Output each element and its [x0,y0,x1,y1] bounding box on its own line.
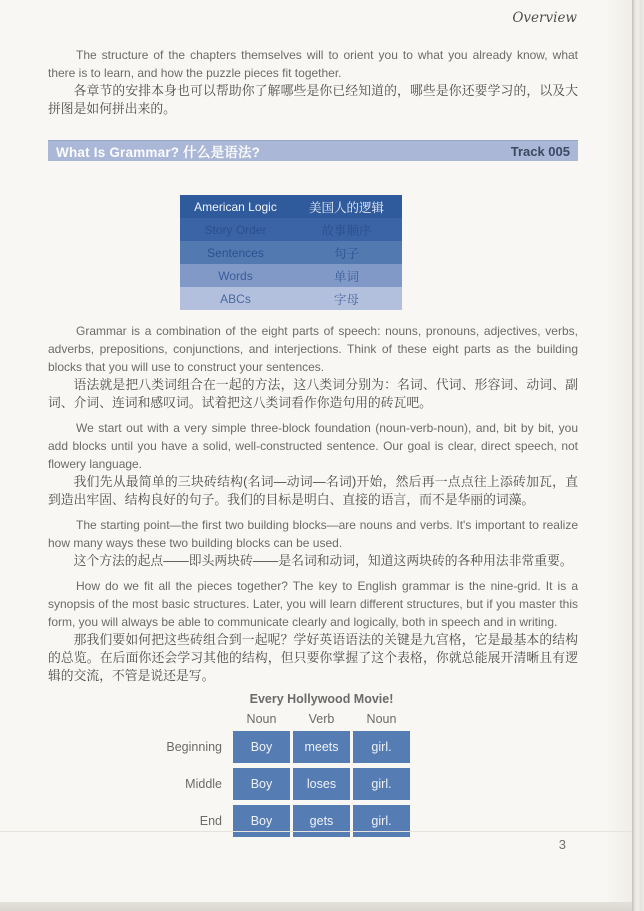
row-label: Middle [185,777,222,791]
grid-cell: Boy [233,805,290,837]
scan-edge-bottom [0,902,632,911]
table-row [180,241,402,264]
paragraph-cn: 语法就是把八类词组合在一起的方法，这八类词分别为：名词、代词、形容词、动词、副词、介词、连词和感叹词。试着把这八类词看作你造句用的砖瓦吧。 [48,377,578,410]
table-cell-en: American Logic [194,199,277,214]
grid-cell: girl. [353,768,410,800]
paragraph-en: We start out with a very simple three-block foundation (noun-verb-noun), and, bit by bit, you add blocks until you have a solid, well-constructed sentence. Our goal is clear, direct speech, not flowery language. [48,421,578,471]
grid-cell: loses [293,768,350,800]
table-cell-cn: 故事顺序 [321,223,372,238]
paragraph-cn: 那我们要如何把这些砖组合到一起呢？学好英语语法的关键是九宫格，它是最基本的结构的总览。在后面你还会学习其他的结构，但只要你掌握了这个表格，你就总能展开清晰且有逻辑的交流，不管是说还是写。 [48,632,578,683]
footer-rule [0,831,632,832]
table-row [180,218,402,241]
table-cell-cn: 字母 [333,292,359,307]
table-row [180,264,402,287]
grid-cell: Boy [233,731,290,763]
grid-cell: girl. [353,805,410,837]
table-cell-en: Sentences [207,245,264,260]
table-cell-cn: 单词 [333,269,359,284]
track-badge: Track 005 [510,143,570,159]
intro-paragraph-en: The structure of the chapters themselves will to orient you to what you already know, what there is to learn, and how the puzzle pieces fit together. [48,48,578,80]
page-number: 3 [558,837,566,852]
movie-table-title: Every Hollywood Movie! [249,692,394,706]
paragraph-cn: 我们先从最简单的三块砖结构(名词—动词—名词)开始，然后再一点点往上添砖加瓦，直到造出牢固、结构良好的句子。我们的目标是明白、直接的语言，而不是华丽的词藻。 [48,474,578,507]
paragraph-en: Grammar is a combination of the eight parts of speech: nouns, pronouns, adjectives, verbs, adverbs, prepositions, conjunctions, and interjections. Think of these eight parts as the building blocks that you will use to construct your sentences. [48,324,578,374]
scan-edge-right [632,0,644,911]
section-title: What Is Grammar? 什么是语法? [56,145,261,160]
table-cell-en: Words [218,268,253,283]
column-header: Noun [366,712,397,726]
paragraph-group [48,516,578,570]
row-label: End [199,814,222,828]
running-header: Overview [512,10,577,26]
grid-cell: meets [293,731,350,763]
grid-cell: gets [293,805,350,837]
paragraph-en: The starting point—the first two building blocks—are nouns and verbs. It's important to realize how many ways these two building blocks can be used. [48,518,578,550]
paragraph-cn: 这个方法的起点——即头两块砖——是名词和动词，知道这两块砖的各种用法非常重要。 [73,553,573,568]
table-row [180,195,402,218]
table-row [180,287,402,310]
grid-cell: Boy [233,768,290,800]
row-label: Beginning [166,740,222,754]
paragraph-group [48,577,578,685]
grid-cell: girl. [353,731,410,763]
hollywood-movie-table [152,692,578,837]
table-cell-cn: 美国人的逻辑 [308,200,384,215]
paragraph-en: How do we fit all the pieces together? The key to English grammar is the nine-grid. It is a synopsis of the most basic structures. Later, you will learn different structures, but if you master this form, you will always be able to communicate clearly and logically, both in speech and in writing. [48,579,578,629]
column-header: Verb [308,712,335,726]
american-logic-table [180,195,402,310]
table-cell-en: ABCs [220,291,251,306]
paragraph-group [48,322,578,412]
body-paragraphs [48,322,578,685]
table-cell-en: Story Order [204,222,267,237]
intro-paragraph-cn: 各章节的安排本身也可以帮助你了解哪些是你已经知道的，哪些是你还要学习的，以及大拼图是如何拼出来的。 [48,83,578,116]
paragraph-group [48,419,578,509]
table-cell-cn: 句子 [333,246,359,261]
section-heading-bar [48,140,578,161]
column-header: Noun [246,712,277,726]
